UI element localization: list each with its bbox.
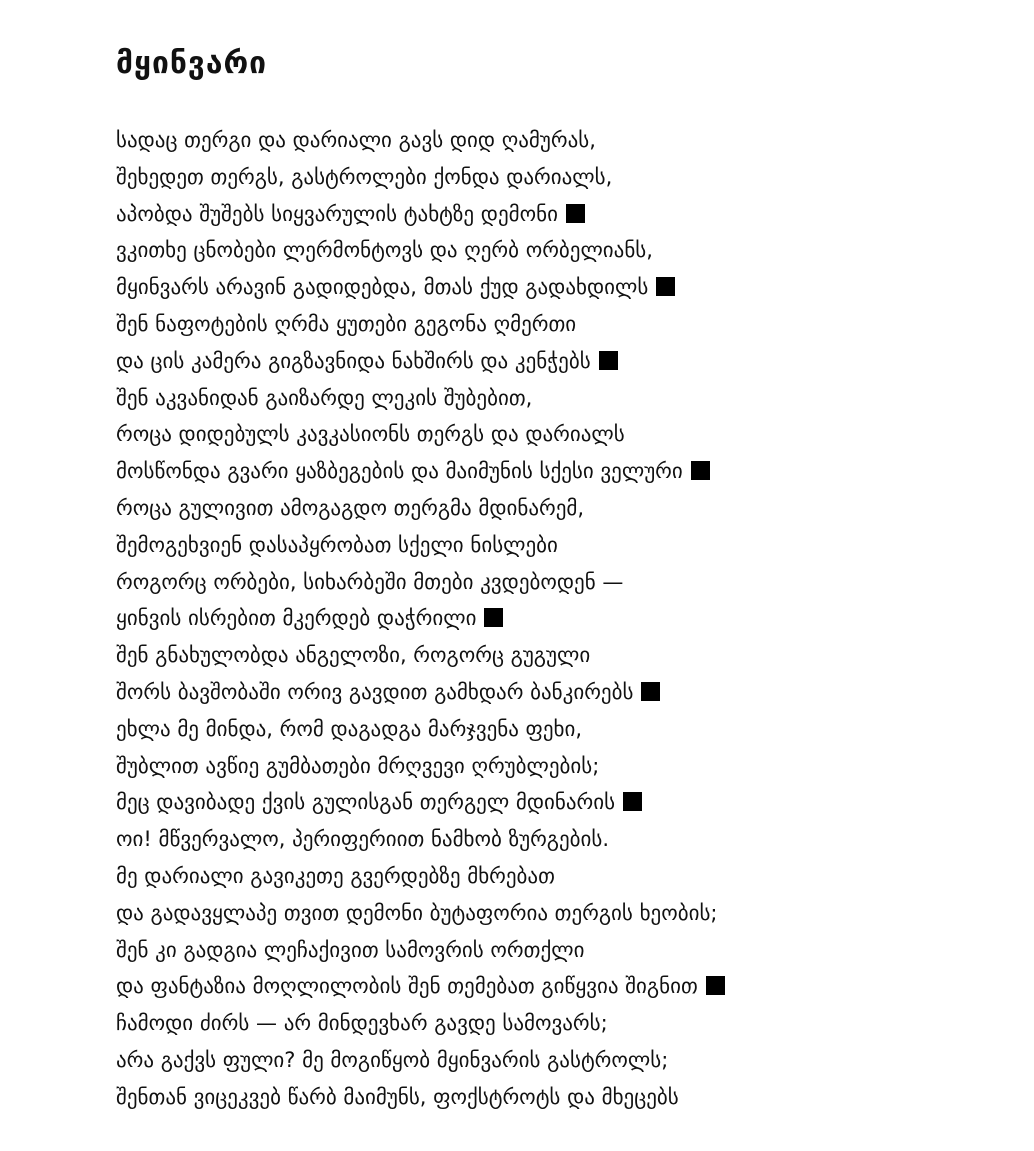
- poem-line-text: ეხლა მე მინდა, რომ დაგადგა მარჯვენა ფეხი,: [116, 716, 583, 741]
- stanza-end-square-icon: [484, 608, 503, 627]
- poem-line: [116, 784, 725, 821]
- poem-line-text: ჩამოდი ძირს — არ მინდევხარ გავდე სამოვარს;: [116, 1011, 608, 1036]
- poem-line-text: შენ აკვანიდან გაიზარდე ლეკის შუბებით,: [116, 385, 533, 410]
- poem-line: [116, 600, 725, 637]
- poem-body: [116, 122, 725, 1116]
- poem-line: [116, 858, 725, 895]
- poem-line-text: შეხედეთ თერგს, გასტროლები ქონდა დარიალს,: [116, 164, 613, 189]
- poem-line: [116, 564, 725, 601]
- poem-line: [116, 674, 725, 711]
- poem-line-text: შენ ნაფოტების ღრმა ყუთები გეგონა ღმერთი: [116, 311, 577, 336]
- poem-line-text: შემოგეხვიენ დასაპყრობათ სქელი ნისლები: [116, 532, 558, 557]
- poem-line: [116, 1042, 725, 1079]
- poem-line-text: და ფანტაზია მოღლილობის შენ თემებათ გიწყვია შიგნით: [116, 974, 698, 999]
- poem-line-text: მეც დავიბადე ქვის გულისგან თერგელ მდინარის: [116, 790, 616, 815]
- poem-line: [116, 306, 725, 343]
- poem-line-text: შენ გნახულობდა ანგელოზი, როგორც გუგული: [116, 643, 591, 668]
- poem-line: [116, 343, 725, 380]
- stanza-end-square-icon: [691, 461, 710, 480]
- poem-line: [116, 527, 725, 564]
- poem-line-text: და გადავყლაპე თვით დემონი ბუტაფორია თერგის ხეობის;: [116, 900, 718, 925]
- poem-line: [116, 637, 725, 674]
- poem-line-text: შუბლით ავწიე გუმბათები მრღვევი ღრუბლების;: [116, 753, 600, 778]
- poem-line-text: შენ კი გადგია ლეჩაქივით სამოვრის ორთქლი: [116, 937, 585, 962]
- poem-title: მყინვარი: [116, 46, 268, 81]
- poem-line-text: ყინვის ისრებით მკერდებ დაჭრილი: [116, 606, 477, 631]
- poem-line: [116, 232, 725, 269]
- poem-line: [116, 748, 725, 785]
- poem-line-text: მყინვარს არავინ გადიდებდა, მთას ქუდ გადახდილს: [116, 275, 649, 300]
- poem-line: [116, 490, 725, 527]
- poem-line: [116, 416, 725, 453]
- poem-line-text: შორს ბავშობაში ორივ გავდით გამხდარ ბანკირებს: [116, 679, 634, 704]
- stanza-end-square-icon: [656, 277, 675, 296]
- poem-line-text: მე დარიალი გავიკეთე გვერდებზე მხრებათ: [116, 863, 555, 888]
- poem-line-text: აპობდა შუშებს სიყვარულის ტახტზე დემონი: [116, 201, 558, 226]
- poem-line: [116, 159, 725, 196]
- poem-line: [116, 968, 725, 1005]
- poem-line: [116, 711, 725, 748]
- poem-line-text: შენთან ვიცეკვებ წარბ მაიმუნს, ფოქსტროტს და მხეცებს: [116, 1084, 679, 1109]
- poem-line: [116, 1079, 725, 1116]
- stanza-end-square-icon: [706, 976, 725, 995]
- poem-line-text: არა გაქვს ფული? მე მოგიწყობ მყინვარის გასტროლს;: [116, 1047, 669, 1072]
- poem-line: [116, 1005, 725, 1042]
- poem-line: [116, 895, 725, 932]
- poem-line-text: როცა დიდებულს კავკასიონს თერგს და დარიალს: [116, 422, 625, 447]
- poem-line: [116, 453, 725, 490]
- poem-line-text: როგორც ორბები, სიხარბეში მთები კვდებოდენ —: [116, 569, 624, 594]
- stanza-end-square-icon: [641, 682, 660, 701]
- poem-line-text: და ცის კამერა გიგზავნიდა ნახშირს და კენჭებს: [116, 348, 591, 373]
- poem-line-text: მოსწონდა გვარი ყაზბეგების და მაიმუნის სქესი ველური: [116, 459, 683, 484]
- poem-line: [116, 821, 725, 858]
- poem-line-text: ვკითხე ცნობები ლერმონტოვს და ღერბ ორბელიანს,: [116, 238, 653, 263]
- poem-line: [116, 196, 725, 233]
- stanza-end-square-icon: [599, 351, 618, 370]
- poem-line: [116, 932, 725, 969]
- poem-line-text: როცა გულივით ამოგაგდო თერგმა მდინარემ,: [116, 495, 585, 520]
- poem-line-text: სადაც თერგი და დარიალი გავს დიდ ღამურას,: [116, 128, 596, 152]
- stanza-end-square-icon: [623, 792, 642, 811]
- poem-line: [116, 269, 725, 306]
- poem-line: [116, 380, 725, 417]
- poem-line-text: ოი! მწვერვალო, პერიფერიით ნამხობ ზურგების.: [116, 827, 610, 852]
- stanza-end-square-icon: [566, 204, 585, 223]
- poem-line: [116, 122, 725, 159]
